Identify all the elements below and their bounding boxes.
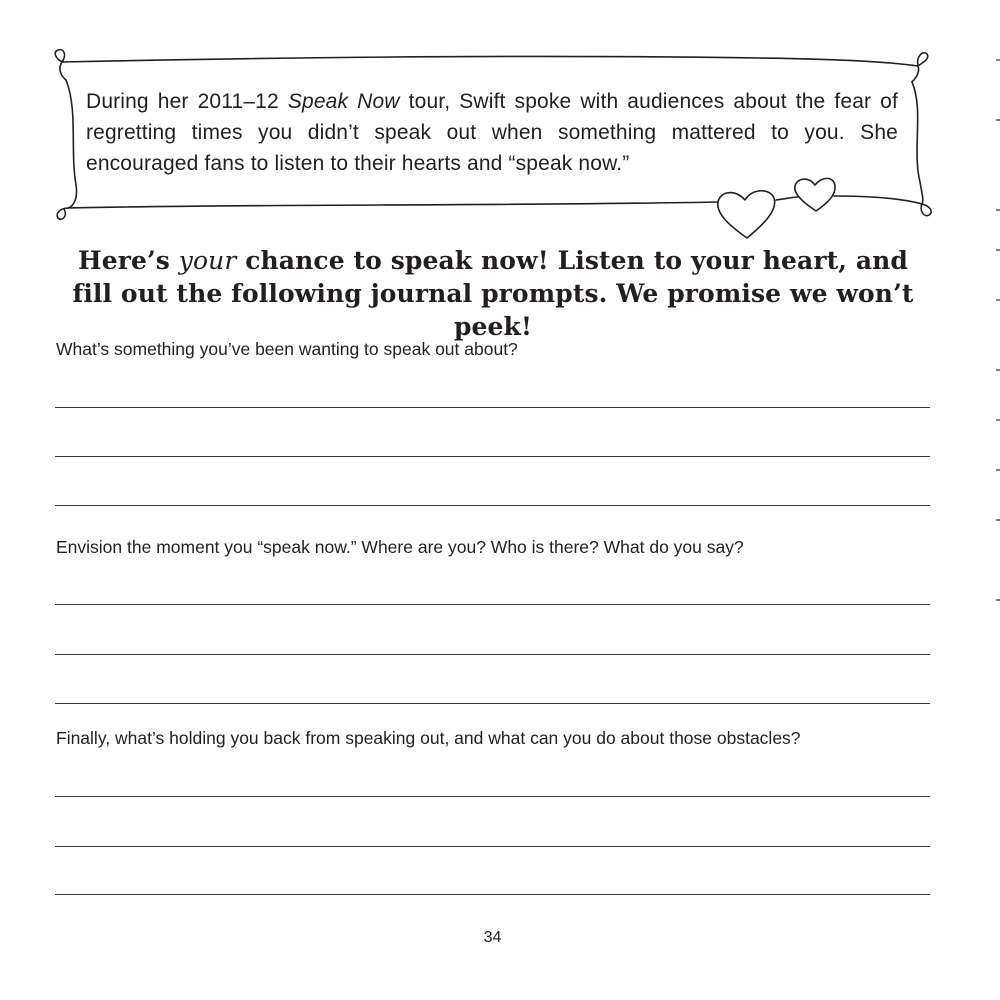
- journal-prompt-3: Finally, what’s holding you back from speaking out, and what can you do about those obstacles?: [56, 728, 801, 748]
- heading-part-2: chance to speak now! Listen to your heart, and fill out the following journal prompts. We promise we won’t peek!: [72, 246, 914, 341]
- intro-paragraph: [86, 86, 898, 179]
- page-number: 34: [483, 929, 502, 946]
- writing-line[interactable]: [55, 894, 930, 895]
- writing-line[interactable]: [55, 604, 930, 605]
- writing-line[interactable]: [55, 456, 930, 457]
- writing-line[interactable]: [55, 796, 930, 797]
- writing-line[interactable]: [55, 505, 930, 506]
- page-heading: [60, 244, 926, 343]
- intro-text-end: tour, Swift spoke with audiences about the fear of regretting times you didn’t speak out when something mattered to you. She encouraged fans to listen to their hearts and “speak now.”: [86, 90, 898, 175]
- tour-title: Speak Now: [287, 90, 400, 113]
- writing-line[interactable]: [55, 846, 930, 847]
- writing-line[interactable]: [55, 703, 930, 704]
- journal-prompt-2: Envision the moment you “speak now.” Where are you? Who is there? What do you say?: [56, 537, 744, 557]
- heart-icon: [795, 178, 835, 211]
- writing-line[interactable]: [55, 407, 930, 408]
- heading-part-1: Here’s: [77, 246, 179, 275]
- journal-prompt-1: What’s something you’ve been wanting to speak out about?: [56, 339, 518, 359]
- heading-emphasis: your: [178, 246, 237, 275]
- heart-icon: [718, 191, 775, 238]
- edge-bleed-marks: [994, 0, 1000, 1000]
- intro-text-start: During her 2011–12: [86, 90, 288, 113]
- writing-line[interactable]: [55, 654, 930, 655]
